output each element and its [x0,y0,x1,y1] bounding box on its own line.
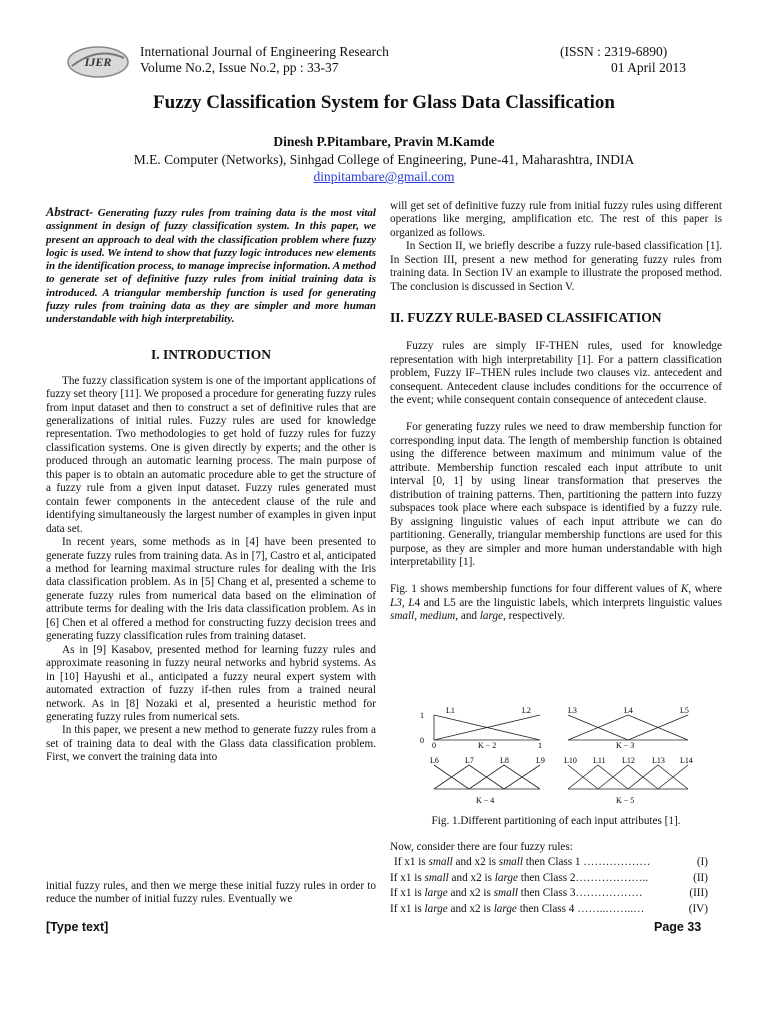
rules-intro: Now, consider there are four fuzzy rules: [390,841,573,853]
rule-3: If x1 is large and x2 is small then Class 3……………… (III) [390,887,708,900]
figure-caption: Fig. 1.Different partitioning of each input attributes [1]. [431,815,681,827]
k4-partition [434,765,540,789]
label-l7: L7 [465,756,474,765]
label-l10: L10 [564,756,577,765]
issn: (ISSN : 2319-6890) [560,44,668,59]
fuzzy-rules [390,840,708,917]
logo-text: IJER [84,55,112,69]
label-l11: L11 [593,756,606,765]
intro-paragraph-3: As in [9] Kasabov, presented method for learning fuzzy rules and approximate reasoning in fuzzy neural networks and hybrid systems. As in [10] Hayushi et al., anticipated a fuzzy neural expert system with automated extraction of fuzzy if-then rules from a trained neural network. As in [8] Nozaki et al, presented a heuristic method for generating fuzzy rules from numerical sets. [46,643,376,723]
k2-partition [434,715,540,740]
x-one: 1 [538,741,542,750]
abstract [46,206,376,327]
abstract-label: Abstract- [46,205,94,219]
label-l4: L4 [624,706,633,715]
label-l3: L3 [568,706,577,715]
footer-left: [Type text] [46,920,109,934]
volume-info: Volume No.2, Issue No.2, pp : 33-37 [140,60,339,75]
paper-title: Fuzzy Classification System for Glass Data Classification [153,92,615,113]
authors: Dinesh P.Pitambare, Pravin M.Kamde [273,134,495,149]
rule-1: If x1 is small and x2 is small then Class 1 ……………… (I) [394,856,708,869]
issue-date: 01 April 2013 [611,60,687,75]
affiliation: M.E. Computer (Networks), Sinhgad College of Engineering, Pune-41, Maharashtra, INDIA [133,152,635,167]
right-paragraph-2: In Section II, we briefly describe a fuzzy rule-based classification [1]. In Section III, present a new method for generating fuzzy rules from training data. In Section IV an example to illustrate the proposed method. The conclusion is discussed in Section V. [390,240,722,293]
caption-k3: K − 3 [616,741,635,750]
right-paragraph-5: Fig. 1 shows membership functions for four different values of K, where L3, L4 and L5 are the linguistic labels, which interprets linguistic values small, medium, and large, respectively. [390,583,723,623]
intro-paragraph-1: The fuzzy classification system is one of the important applications of fuzzy set theory [11]. We proposed a procedure for generating fuzzy rules from input dataset and then to construct a set of definitive rules that are generalizations of initial rules. Fuzzy rules are used for knowledge representation. Two methodologies to get hold of fuzzy rules for fuzzy classification systems. One is given directly by experts; and the other is produced through an automatic learning process. The main purpose of this paper is to obtain an automatic procedure able to get the structure of a fuzzy rule from a given input dataset. Fuzzy rules generated must contain fewer components in the antecedent clause of the rule and identifying simultaneously the largest number of examples in given input data set. [46,374,376,535]
caption-k5: K − 5 [616,796,635,805]
section-heading-introduction: I. INTRODUCTION [150,346,272,362]
abstract-text: Generating fuzzy rules from training data is the most vital assignment in design of fuzzy classification system. In this paper, we present an approach to deal with the classification problem where fuzzy logic is used. We intend to show that fuzzy logic introduces new elements in the identification process, to manage imprecise information. A method to generate set of definitive fuzzy rules from initial training data is introduced. A triangular membership function is used for generating fuzzy rules from training data as they are simpler and more human understandable with high interpretability. [46,207,376,326]
membership-function-figure [418,703,714,811]
rule-2: If x1 is small and x2 is large then Class 2……………….. (II) [390,871,708,884]
intro-paragraph-4: In this paper, we present a new method to generate fuzzy rules from a set of training data to deal with the Glass data classification problem. First, we convert the training data into [46,724,376,764]
x-zero: 0 [432,741,436,750]
label-l12: L12 [622,756,635,765]
label-l14: L14 [680,756,693,765]
label-l5: L5 [680,706,689,715]
label-l13: L13 [652,756,665,765]
right-column [390,200,722,624]
axis-zero: 0 [420,736,424,745]
intro-paragraph-5: initial fuzzy rules, and then we merge these initial fuzzy rules in order to reduce the number of initial fuzzy rules. Eventually we [46,880,376,906]
left-column [46,206,376,765]
label-l8: L8 [500,756,509,765]
page-number: Page 33 [654,920,702,934]
label-l2: L2 [522,706,531,715]
section-heading-rule-based: II. FUZZY RULE-BASED CLASSIFICATION [390,310,662,326]
author-email-link[interactable]: dinpitambare@gmail.com [313,169,455,184]
journal-name: International Journal of Engineering Research [140,44,389,59]
right-paragraph-1: will get set of definitive fuzzy rule from initial fuzzy rules using different operations like merging, amplification etc. The rest of this paper is organized as follows. [390,200,722,239]
k5-partition [568,765,688,789]
axis-one: 1 [420,711,424,720]
caption-k4: K − 4 [476,796,495,805]
intro-paragraph-2: In recent years, some methods as in [4] have been presented to generate fuzzy rules from training data. As in [7], Castro et al, anticipated a method for learning maximal structure rules for dealing with the Iris data classification problem. As in [5] Chang et al, presented a scheme to generate fuzzy rules from numerical data based on the elimination of attribute terms for dealing with the Iris data classification problem. As in [6] Chen et al offered a method for constructing fuzzy decision trees and generating fuzzy classification rules from training dataset. [46,536,376,643]
rule-4: If x1 is large and x2 is large then Class 4 ……..……..… (IV) [390,902,708,915]
k3-partition [568,715,688,740]
journal-logo [66,44,130,80]
right-paragraph-4: For generating fuzzy rules we need to draw membership function for corresponding input data. The length of membership function is obtained using the difference between maximum and minimum value of the attribute. Membership function rescaled each input attribute to unit interval [0, 1] by using linear transformation that preserves the distribution of training patterns. Then, partitioning the pattern into fuzzy subspaces took place where each subspace is identified by a fuzzy rule. By assigning linguistic values of each input attribute we can do partitioning. Generally, triangular membership functions are used for this purpose, as they are simpler and more human understandable with high interpretability [1]. [390,421,722,568]
label-l1: L1 [446,706,455,715]
label-l9: L9 [536,756,545,765]
caption-k2: K − 2 [478,741,497,750]
label-l6: L6 [430,756,439,765]
right-paragraph-3: Fuzzy rules are simply IF-THEN rules, used for knowledge representation with high interpretability [1]. For a pattern classification problem, Fuzzy IF–THEN rules include two clauses viz. antecedent and consequent. Antecedent clause includes conditions for the occurrence of the event; while consequent contain consequence of antecedent clause. [390,340,722,406]
